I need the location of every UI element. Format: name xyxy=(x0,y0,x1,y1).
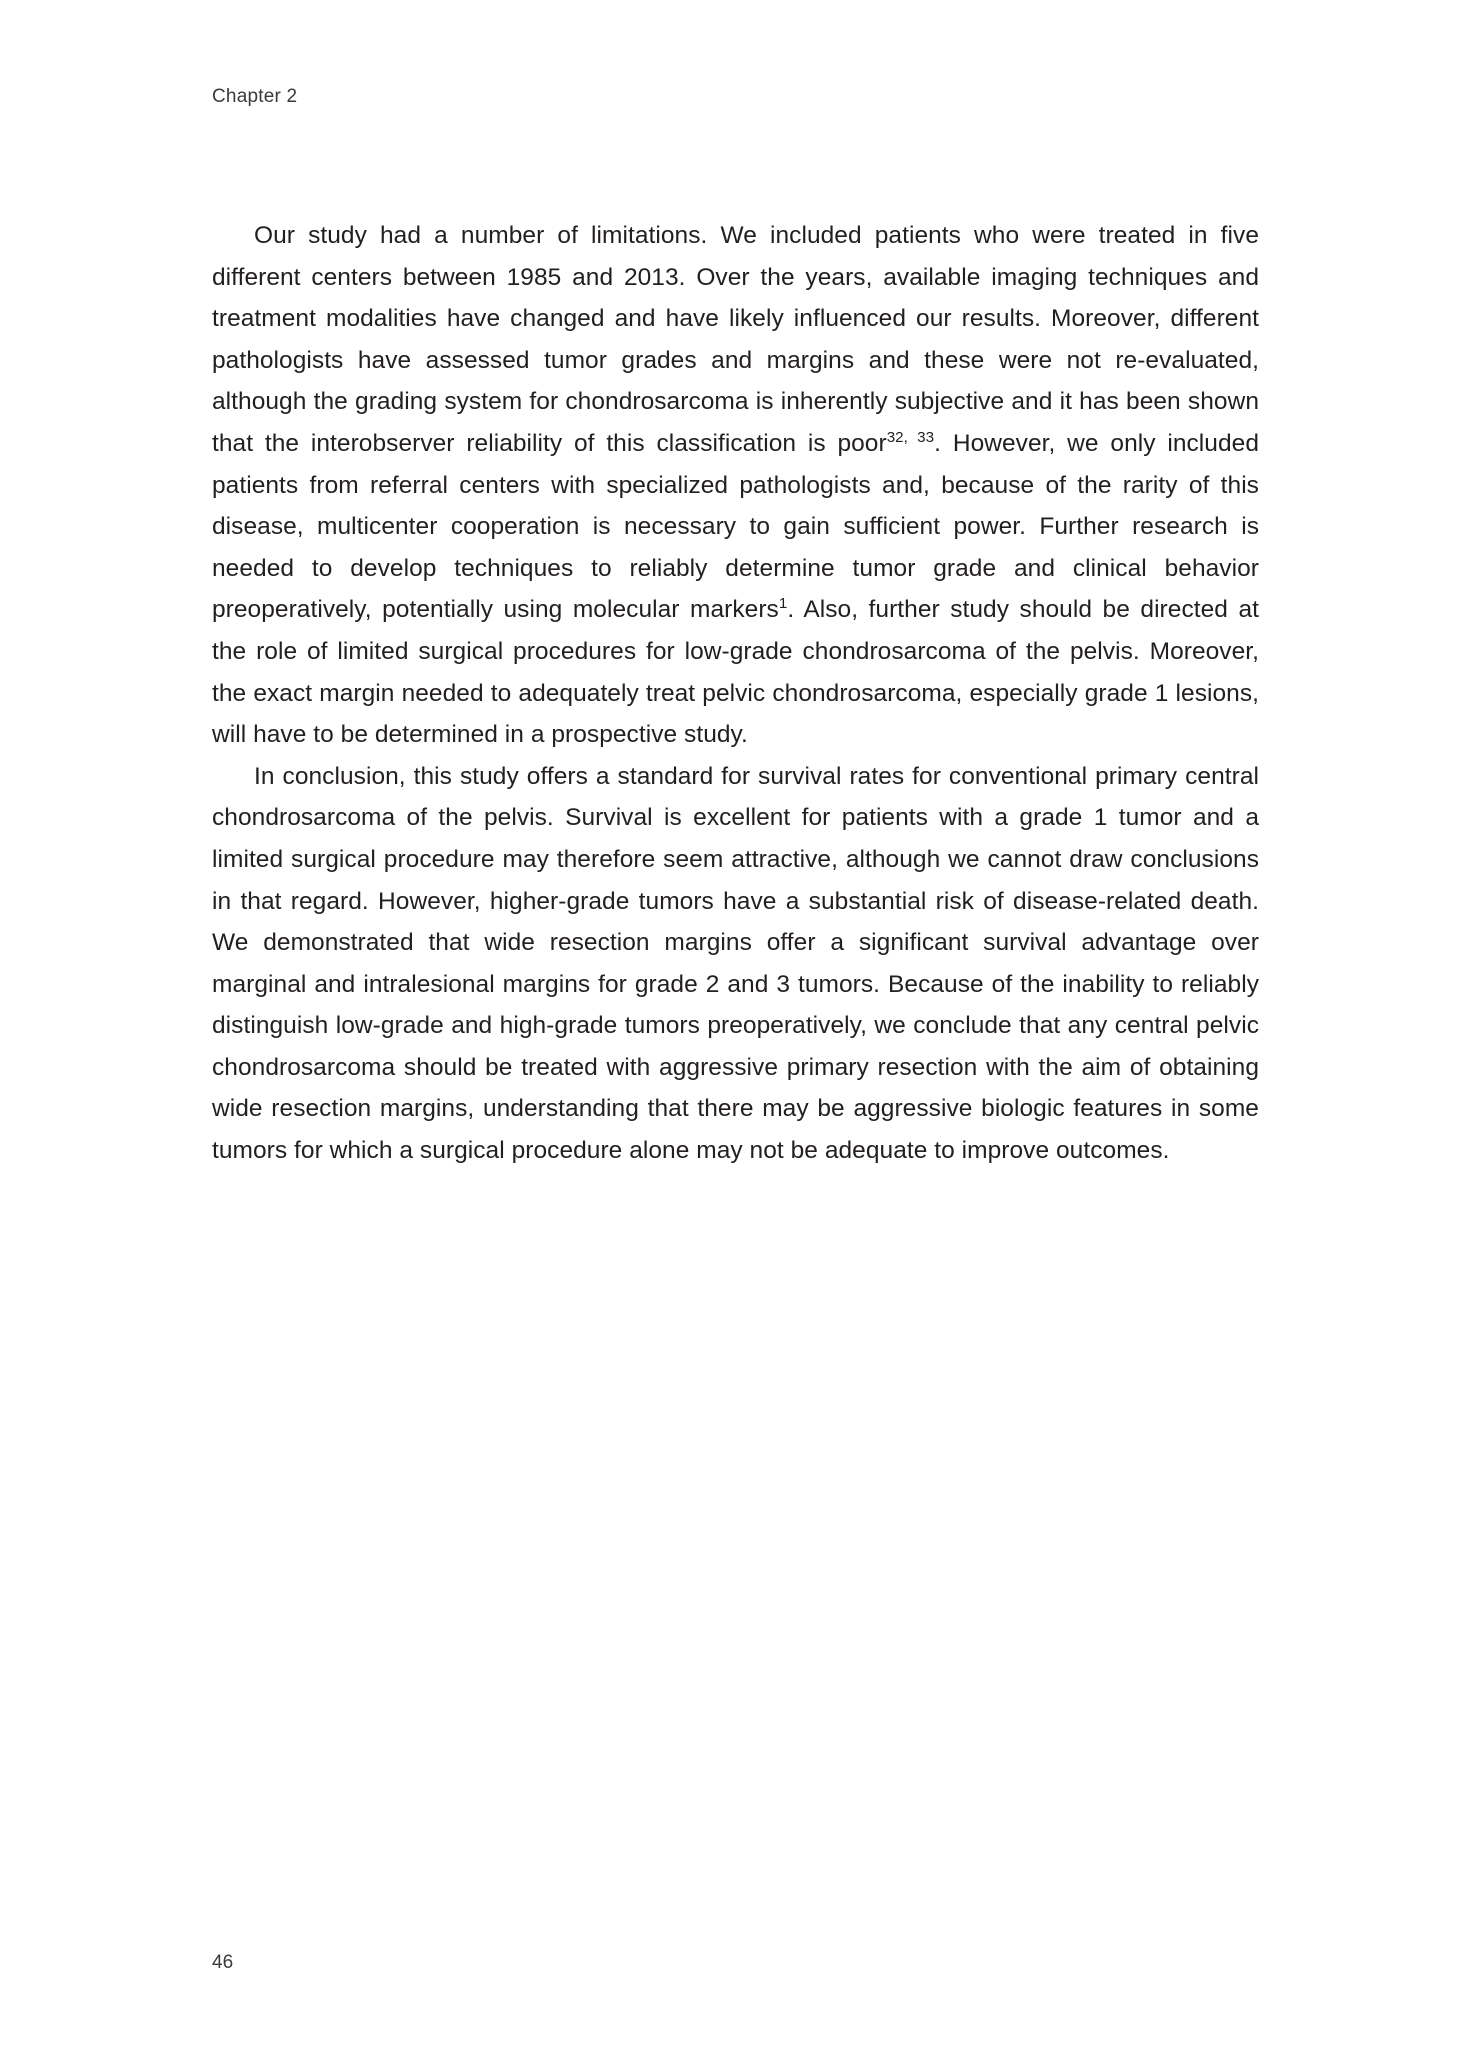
page-number: 46 xyxy=(212,1952,234,1973)
paragraph-limitations-text-2: . However, we only included patients from referral centers with specialized pathologists and, because of the rarity of this disease, multicenter cooperation is necessary to gain sufficient power. Further research is needed to develop techniques to reliably determine tumor grade and clinical behavior preoperatively, potentially using molecular markers xyxy=(212,429,1260,624)
citation-reference-1: 1 xyxy=(778,595,788,613)
paragraph-limitations-text-1: Our study had a number of limitations. We included patients who were treated in five different centers between 1985 and 2013. Over the years, available imaging techniques and treatment modalities have changed and have likely influenced our results. Moreover, different pathologists have assessed tumor grades and margins and these were not re-evaluated, although the grading system for chondrosarcoma is inherently subjective and it has been shown that the interobserver reliability of this classification is poor xyxy=(212,222,1259,457)
paragraph-conclusion xyxy=(212,756,1259,1172)
paragraph-limitations-text-3: . Also, further study should be directed at the role of limited surgical procedures for low-grade chondrosarcoma of the pelvis. Moreover, the exact margin needed to adequately treat pelvic chondrosarcoma, especially grade 1 lesions, will have to be determined in a prospective study. xyxy=(212,596,1259,749)
paragraph-conclusion-text: In conclusion, this study offers a standard for survival rates for conventional primary central chondrosarcoma of the pelvis. Survival is excellent for patients with a grade 1 tumor and a limited surgical procedure may therefore seem attractive, although we cannot draw conclusions in that regard. However, higher-grade tumors have a substantial risk of disease-related death. We demonstrated that wide resection margins offer a significant survival advantage over marginal and intralesional margins for grade 2 and 3 tumors. Because of the inability to reliably distinguish low-grade and high-grade tumors preoperatively, we conclude that any central pelvic chondrosarcoma should be treated with aggressive primary resection with the aim of obtaining wide resection margins, understanding that there may be aggressive biologic features in some tumors for which a surgical procedure alone may not be adequate to improve outcomes. xyxy=(212,762,1259,1165)
page-content xyxy=(212,215,1259,1172)
running-head-chapter: Chapter 2 xyxy=(212,86,298,107)
citation-reference-32-33: 32, 33 xyxy=(886,428,935,446)
paragraph-limitations xyxy=(212,215,1259,756)
